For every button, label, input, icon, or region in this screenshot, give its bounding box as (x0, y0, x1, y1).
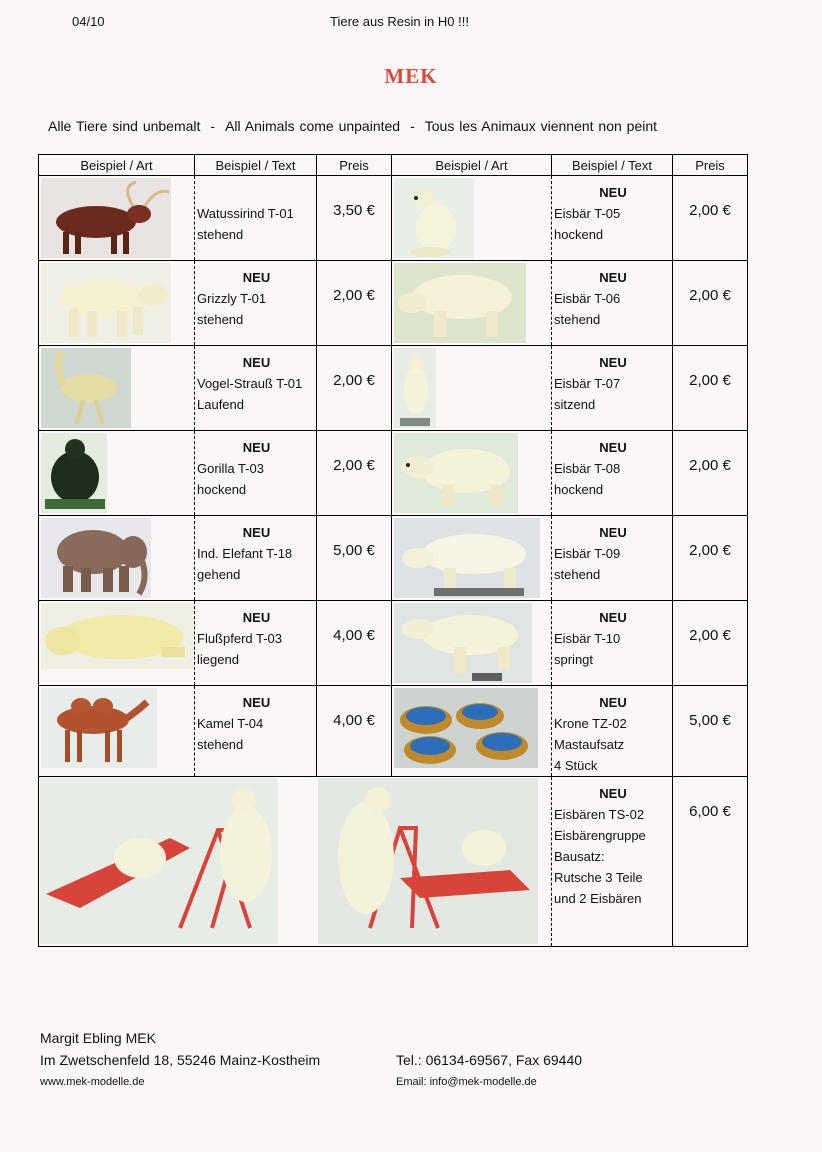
tagline-fr: Tous les Animaux viennent non peint (424, 118, 658, 134)
header-date: 04/10 (72, 14, 105, 29)
product-quantity: 4 Stück (554, 758, 598, 773)
footer-email: Email: info@mek-modelle.de (396, 1076, 537, 1088)
price-cell (673, 516, 748, 601)
product-pose: sitzend (554, 397, 596, 412)
new-badge: NEU (599, 440, 627, 455)
polar-bear-slide-group (40, 778, 552, 944)
product-text-cell (552, 777, 673, 947)
tagline-de: Alle Tiere sind unbemalt (48, 118, 201, 134)
product-pose: liegend (197, 652, 239, 667)
price-cell (673, 176, 748, 261)
new-badge: NEU (242, 610, 271, 625)
product-photo-cell (392, 686, 552, 777)
product-photo-cell (39, 516, 195, 601)
gorilla-figure (41, 433, 107, 513)
col-header: Beispiel / Text (552, 155, 673, 176)
product-photo-cell (392, 176, 552, 261)
product-price: 2,00 € (689, 287, 731, 304)
hippo-figure (41, 603, 193, 669)
new-badge: NEU (599, 270, 627, 285)
footer-website: www.mek-modelle.de (40, 1076, 145, 1088)
product-name: Krone TZ-02 (554, 716, 627, 731)
col-header: Beispiel / Art (39, 155, 195, 176)
product-photo-cell (39, 261, 195, 346)
product-description: Bausatz: (554, 849, 605, 864)
product-photo-cell (39, 176, 195, 261)
product-text-cell (195, 686, 317, 777)
product-description: Rutsche 3 Teile (554, 870, 643, 885)
product-photo-cell (392, 261, 552, 346)
watussi-cattle-figure (41, 178, 171, 258)
price-cell (673, 431, 748, 516)
product-price: 2,00 € (689, 542, 731, 559)
product-price: 5,00 € (689, 712, 731, 729)
polar-bear-upright-figure (394, 348, 436, 428)
price-cell (317, 686, 392, 777)
product-price: 2,00 € (333, 372, 375, 389)
product-text-cell (552, 686, 673, 777)
price-cell (673, 346, 748, 431)
tagline-separator: - (210, 118, 216, 134)
table-row (39, 346, 748, 431)
product-name: Eisbär T-08 (554, 461, 621, 476)
product-name: Kamel T-04 (197, 716, 264, 731)
product-pose: Mastaufsatz (554, 737, 625, 752)
product-name: Ind. Elefant T-18 (197, 546, 293, 561)
new-badge: NEU (599, 185, 627, 200)
product-text-cell (195, 346, 317, 431)
product-price: 2,00 € (689, 202, 731, 219)
product-text-cell (552, 516, 673, 601)
product-photo-cell (392, 516, 552, 601)
polar-bear-jumping-figure (394, 603, 532, 683)
product-text-cell (195, 431, 317, 516)
price-cell (317, 601, 392, 686)
product-photo-cell (392, 346, 552, 431)
col-header: Preis (673, 155, 748, 176)
product-photo-cell (39, 686, 195, 777)
product-price: 3,50 € (333, 202, 375, 219)
product-name: Eisbär T-07 (554, 376, 621, 391)
product-text-cell (195, 176, 317, 261)
ostrich-figure (41, 348, 131, 428)
new-badge: NEU (599, 525, 627, 540)
product-pose: hockend (197, 482, 247, 497)
product-price: 2,00 € (689, 457, 731, 474)
footer-phone: Tel.: 06134-69567, Fax 69440 (396, 1052, 583, 1068)
price-cell (317, 261, 392, 346)
product-name: Eisbär T-09 (554, 546, 621, 561)
camel-figure (41, 688, 157, 768)
table-row (39, 261, 748, 346)
price-cell (673, 686, 748, 777)
product-table (38, 154, 748, 947)
col-header: Beispiel / Art (392, 155, 552, 176)
product-name: Vogel-Strauß T-01 (197, 376, 303, 391)
product-name: Gorilla T-03 (197, 461, 264, 476)
product-description: Eisbärengruppe (554, 828, 646, 843)
table-row (39, 516, 748, 601)
new-badge: NEU (242, 525, 271, 540)
new-badge: NEU (599, 355, 627, 370)
product-photo-cell (39, 431, 195, 516)
product-photo-cell (39, 601, 195, 686)
product-name: Grizzly T-01 (197, 291, 267, 306)
price-cell (317, 346, 392, 431)
product-description: und 2 Eisbären (554, 891, 642, 906)
product-pose: stehend (554, 312, 601, 327)
table-row (39, 601, 748, 686)
table-row (39, 431, 748, 516)
product-pose: Laufend (197, 397, 244, 412)
product-price: 4,00 € (333, 627, 375, 644)
grizzly-figure (41, 263, 171, 343)
product-name: Eisbären TS-02 (554, 807, 645, 822)
price-cell (317, 431, 392, 516)
new-badge: NEU (242, 440, 271, 455)
product-name: Flußpferd T-03 (197, 631, 283, 646)
tagline-en: All Animals come unpainted (225, 118, 401, 134)
product-price: 2,00 € (689, 372, 731, 389)
product-photo-cell (392, 431, 552, 516)
product-pose: hockend (554, 482, 604, 497)
product-pose: hockend (554, 227, 604, 242)
product-name: Eisbär T-10 (554, 631, 621, 646)
table-row (39, 777, 748, 947)
product-photo-cell (39, 346, 195, 431)
product-text-cell (552, 431, 673, 516)
col-header: Preis (317, 155, 392, 176)
product-name: Eisbär T-05 (554, 206, 621, 221)
product-text-cell (552, 601, 673, 686)
product-price: 2,00 € (689, 627, 731, 644)
polar-bear-walking-figure (394, 518, 540, 598)
product-pose: stehend (197, 737, 244, 752)
new-badge: NEU (599, 786, 627, 801)
price-cell (673, 261, 748, 346)
new-badge: NEU (599, 610, 627, 625)
product-name: Watussirind T-01 (197, 206, 294, 221)
brand-logo: MEK (384, 64, 438, 88)
product-text-cell (552, 346, 673, 431)
new-badge: NEU (242, 355, 271, 370)
product-photo-cell (39, 777, 552, 947)
table-row (39, 176, 748, 261)
product-pose: stehend (197, 312, 244, 327)
product-text-cell (552, 176, 673, 261)
product-name: Eisbär T-06 (554, 291, 621, 306)
footer-company: Margit Ebling MEK (40, 1030, 156, 1046)
price-cell (317, 176, 392, 261)
product-pose: springt (554, 652, 594, 667)
table-row (39, 686, 748, 777)
product-photo-cell (392, 601, 552, 686)
product-price: 5,00 € (333, 542, 375, 559)
tagline (48, 118, 657, 134)
product-price: 2,00 € (333, 457, 375, 474)
header-title: Tiere aus Resin in H0 !!! (330, 14, 469, 29)
polar-bear-standing-figure (394, 263, 526, 343)
product-pose: stehend (197, 227, 244, 242)
polar-bear-sitting-figure (394, 178, 474, 258)
col-header: Beispiel / Text (195, 155, 317, 176)
table-header-row (39, 155, 748, 176)
product-text-cell (195, 516, 317, 601)
product-pose: stehend (554, 567, 601, 582)
footer-address: Im Zwetschenfeld 18, 55246 Mainz-Kostheim (40, 1052, 321, 1068)
price-cell (673, 777, 748, 947)
product-price: 6,00 € (689, 803, 731, 820)
tagline-separator: - (410, 118, 415, 134)
new-badge: NEU (599, 695, 627, 710)
product-text-cell (195, 601, 317, 686)
product-price: 4,00 € (333, 712, 375, 729)
elephant-figure (41, 518, 151, 598)
product-text-cell (195, 261, 317, 346)
product-price: 2,00 € (333, 287, 375, 304)
crown-figures (394, 688, 538, 768)
polar-bear-crouching-figure (394, 433, 518, 513)
product-pose: gehend (197, 567, 241, 582)
new-badge: NEU (242, 695, 271, 710)
product-text-cell (552, 261, 673, 346)
new-badge: NEU (242, 270, 271, 285)
price-cell (317, 516, 392, 601)
price-cell (673, 601, 748, 686)
new-badge (197, 182, 316, 203)
